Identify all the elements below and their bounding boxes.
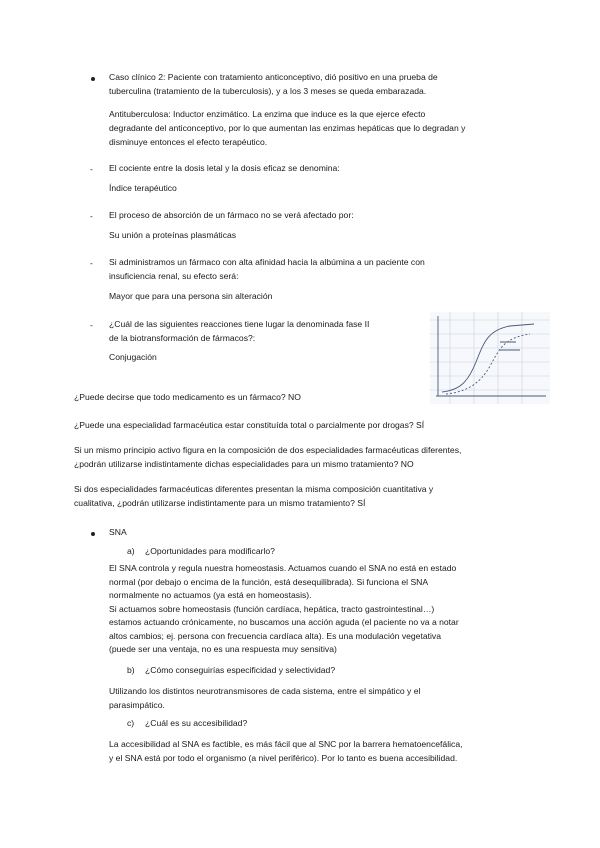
text-line: insuficiencia renal, su efecto será: — [109, 271, 239, 281]
text-line: ¿Cuál de las siguientes reacciones tiene lugar la denominada fase II — [109, 319, 370, 329]
text-line: La accesibilidad al SNA es factible, es más fácil que al SNC por la barrera hematoencefálica, — [109, 739, 463, 749]
free-question: ¿Puede una especialidad farmacéutica estar constituída total o parcialmente por drogas? SÍ — [74, 420, 425, 430]
dash-answer: Su unión a proteínas plasmáticas — [109, 230, 237, 240]
dash-answer: Mayor que para una persona sin alteración — [109, 291, 273, 301]
case-answer — [109, 107, 465, 149]
sub-answer — [109, 737, 462, 765]
sub-question: ¿Oportunidades para modificarlo? — [145, 546, 275, 556]
text-line: El proceso de absorción de un fármaco no se verá afectado por: — [109, 210, 354, 220]
text-line: normal (por debajo o encima de la función, está desequilibrada). Si funciona el SNA — [109, 576, 429, 587]
bullet-dot — [91, 532, 95, 536]
dash-marker: - — [90, 164, 93, 174]
text-line: El SNA controla y regula nuestra homeostasis. Actuamos cuando el SNA no está en estado — [109, 563, 457, 573]
text-line: estamos actuando crónicamente, no buscamos una acción aguda (el paciente no va a notar — [109, 617, 459, 627]
text-line: y el SNA está por todo el organismo (a nivel periférico). Por lo tanto es buena accesibilidad. — [109, 753, 458, 763]
sub-marker: b) — [127, 665, 135, 675]
text-line: altos cambios; ej. persona con frecuencia cardíaca alta). Es una modulación vegetativa — [109, 630, 442, 641]
bullet-dot — [91, 77, 95, 81]
dash-marker: - — [90, 320, 93, 330]
text-line: Utilizando los distintos neurotransmisores de cada sistema, entre el simpático y el — [109, 686, 421, 696]
free-question — [74, 482, 433, 510]
text-line: El cociente entre la dosis letal y la dosis eficaz se denomina: — [109, 163, 340, 173]
free-question — [74, 443, 461, 471]
graph-sketch-image — [430, 312, 550, 404]
free-question: ¿Puede decirse que todo medicamento es un fármaco? NO — [74, 392, 301, 402]
sub-answer — [109, 562, 459, 657]
text-line: Si dos especialidades farmacéuticas diferentes presentan la misma composición cuantitativa y — [74, 484, 434, 494]
sub-marker: a) — [127, 546, 135, 556]
text-line: degradante del anticonceptivo, por lo que aumentan las enzimas hepáticas que lo degradan y — [109, 123, 466, 133]
sub-answer — [109, 684, 420, 712]
sub-marker: c) — [127, 718, 135, 728]
sub-question: ¿Cómo conseguirías especificidad y selectividad? — [145, 665, 336, 675]
text-line: (puede ser una ventaja, no es una respuesta muy sensitiva) — [109, 644, 337, 654]
dash-question — [109, 317, 369, 345]
text-line: de la biotransformación de fármacos?: — [109, 333, 256, 343]
case-question — [109, 70, 438, 98]
text-line: ¿podrán utilizarse indistintamente dichas especialidades para un mismo tratamiento? NO — [74, 459, 414, 469]
sub-question: ¿Cuál es su accesibilidad? — [145, 718, 248, 728]
section-title: SNA — [109, 527, 127, 537]
text-line: Antituberculosa: Inductor enzimático. La enzima que induce es la que ejerce efecto — [109, 109, 426, 119]
dash-question — [109, 255, 425, 283]
dash-answer: Conjugación — [109, 352, 157, 362]
text-line: Si un mismo principio activo figura en la composición de dos especialidades farmacéuticas diferentes, — [74, 445, 462, 455]
dash-marker: - — [90, 258, 93, 268]
text-line: Si actuamos sobre homeostasis (función cardíaca, hepática, tracto gastrointestinal…) — [109, 603, 435, 614]
text-line: normalmente no actuamos (ya está en homeostasis). — [109, 590, 312, 600]
dash-question — [109, 208, 354, 222]
text-line: Si administramos un fármaco con alta afinidad hacia la albúmina a un paciente con — [109, 257, 425, 267]
dash-question — [109, 161, 340, 175]
dash-answer: Índice terapéutico — [109, 183, 177, 193]
text-line: disminuye entonces el efecto terapéutico. — [109, 137, 268, 147]
text-line: Caso clínico 2: Paciente con tratamiento anticonceptivo, dió positivo en una prueba de — [109, 72, 438, 82]
text-line: parasimpático. — [109, 700, 165, 710]
text-line: tuberculina (tratamiento de la tuberculosis), y a los 3 meses se queda embarazada. — [109, 86, 427, 96]
text-line: cualitativa, ¿podrán utilizarse indistintamente para un mismo tratamiento? SÍ — [74, 498, 366, 508]
dash-marker: - — [90, 211, 93, 221]
